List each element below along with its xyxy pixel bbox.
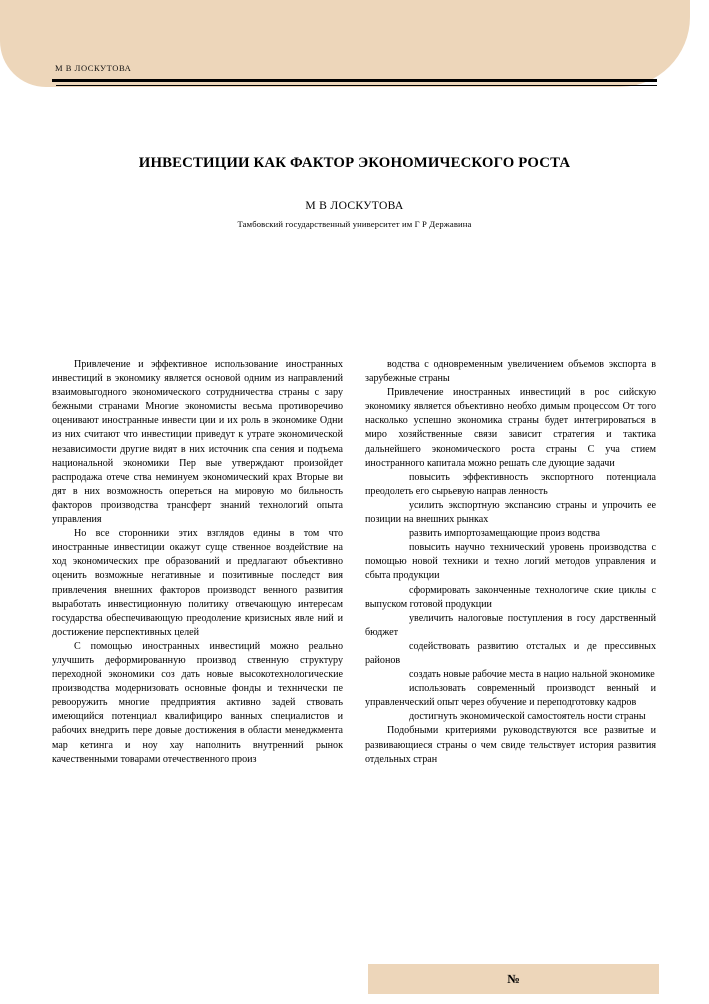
header-rule-thick bbox=[52, 79, 657, 82]
page-title: ИНВЕСТИЦИИ КАК ФАКТОР ЭКОНОМИЧЕСКОГО РОСТА bbox=[138, 155, 571, 171]
author-affiliation: Тамбовский государственный университет им Г Р Державина bbox=[237, 219, 472, 230]
paragraph: Привлечение иностранных инвестиций в рос сийскую экономику является объективно необхо димым процессом От того насколько успешно экономика страны будет интегрироваться в миро хозяйственные связи зависит стратегия и тактика дальнейшего экономического роста страны С уча стием иностранного капитала можно решать сле дующие задачи bbox=[365, 387, 656, 469]
list-item: создать новые рабочие места в нацио нальной экономике bbox=[409, 669, 655, 681]
list-item: достигнуть экономической самостоятель ности страны bbox=[409, 711, 646, 723]
list-item: развить импортозамещающие произ водства bbox=[409, 528, 601, 540]
author-name: М В ЛОСКУТОВА bbox=[305, 198, 404, 212]
header-band bbox=[0, 0, 690, 87]
footer-bar bbox=[368, 964, 659, 994]
list-item: повысить научно технический уровень производства с помощью новой техники и техно логий методов управления и сбыта продукции bbox=[365, 542, 656, 582]
paragraph: водства с одновременным увеличением объемов экспорта в зарубежные страны bbox=[365, 359, 656, 385]
header-rule-thin bbox=[56, 85, 657, 86]
paragraph: Привлечение и эффективное использование иностранных инвестиций в экономику является основой одним из направлений взаимовыгодного экономического сотрудничества страны с зару бежными странами Многие экономисты весьма противоречиво оценивают иностранные инвести ции и их роль в экономике Одни из них считают что инвестиции приведут к утрате экономической независимости другие видят в них источник спа сения и подъема национальной экономики Пер вые утверждают произойдет распродажа отече ства неминуем экономический крах Вторые ви дят в них возможность опереться на мировую мо бильность факторов производства трансферт знаний технологий опыта управления bbox=[52, 359, 343, 526]
paragraph: Подобными критериями руководствуются все развитые и развивающиеся страны о чем свиде тельствует история развития отдельных стран bbox=[365, 725, 656, 765]
list-item: усилить экспортную экспансию страны и упрочить ее позиции на внешних рынках bbox=[365, 499, 656, 526]
page-number-symbol: № bbox=[507, 971, 520, 986]
list-item: сформировать законченные технологиче ские циклы с выпуском готовой продукции bbox=[365, 584, 656, 610]
title-block bbox=[52, 155, 657, 230]
list-item: повысить эффективность экспортного потенциала преодолеть его сырьевую направ ленность bbox=[365, 471, 656, 497]
right-column bbox=[365, 358, 656, 767]
left-column bbox=[52, 358, 343, 767]
list-item: содействовать развитию отсталых и де прессивных районов bbox=[365, 640, 656, 666]
paragraph: С помощью иностранных инвестиций можно реально улучшить деформированную производ ственную структуру переходной экономики соз дать новые высокотехнологические производства модернизовать основные фонды и техннчески пе ревооружить многие предприятия активно задей ствовать имеющийся потенциал квалифициро ванных специалистов и рабочих внедрить пере довые достижения в области менеджмента мар кетинга и ноу хау наполнить внутренний рынок качественными товарами отечественного произ bbox=[52, 640, 343, 765]
running-head: М В ЛОСКУТОВА bbox=[55, 63, 132, 73]
body-columns bbox=[52, 358, 657, 767]
paragraph: Но все сторонники этих взглядов едины в том что иностранные инвестиции окажут суще ственное воздействие на ход экономических пре образований и предлагают объективно оценить возможные негативные и позитивные последст вия привлечения внешних факторов производст венного развития выработать инвестиционную политику отвечающую интересам государства обеспечивающую преодоление кризисных явле ний и достижение перспективных целей bbox=[52, 528, 343, 638]
list-item: увеличить налоговые поступления в госу дарственный бюджет bbox=[365, 612, 656, 638]
list-item: использовать современный производст венный и управленческий опыт через обучение и переподготовку кадров bbox=[365, 683, 656, 709]
